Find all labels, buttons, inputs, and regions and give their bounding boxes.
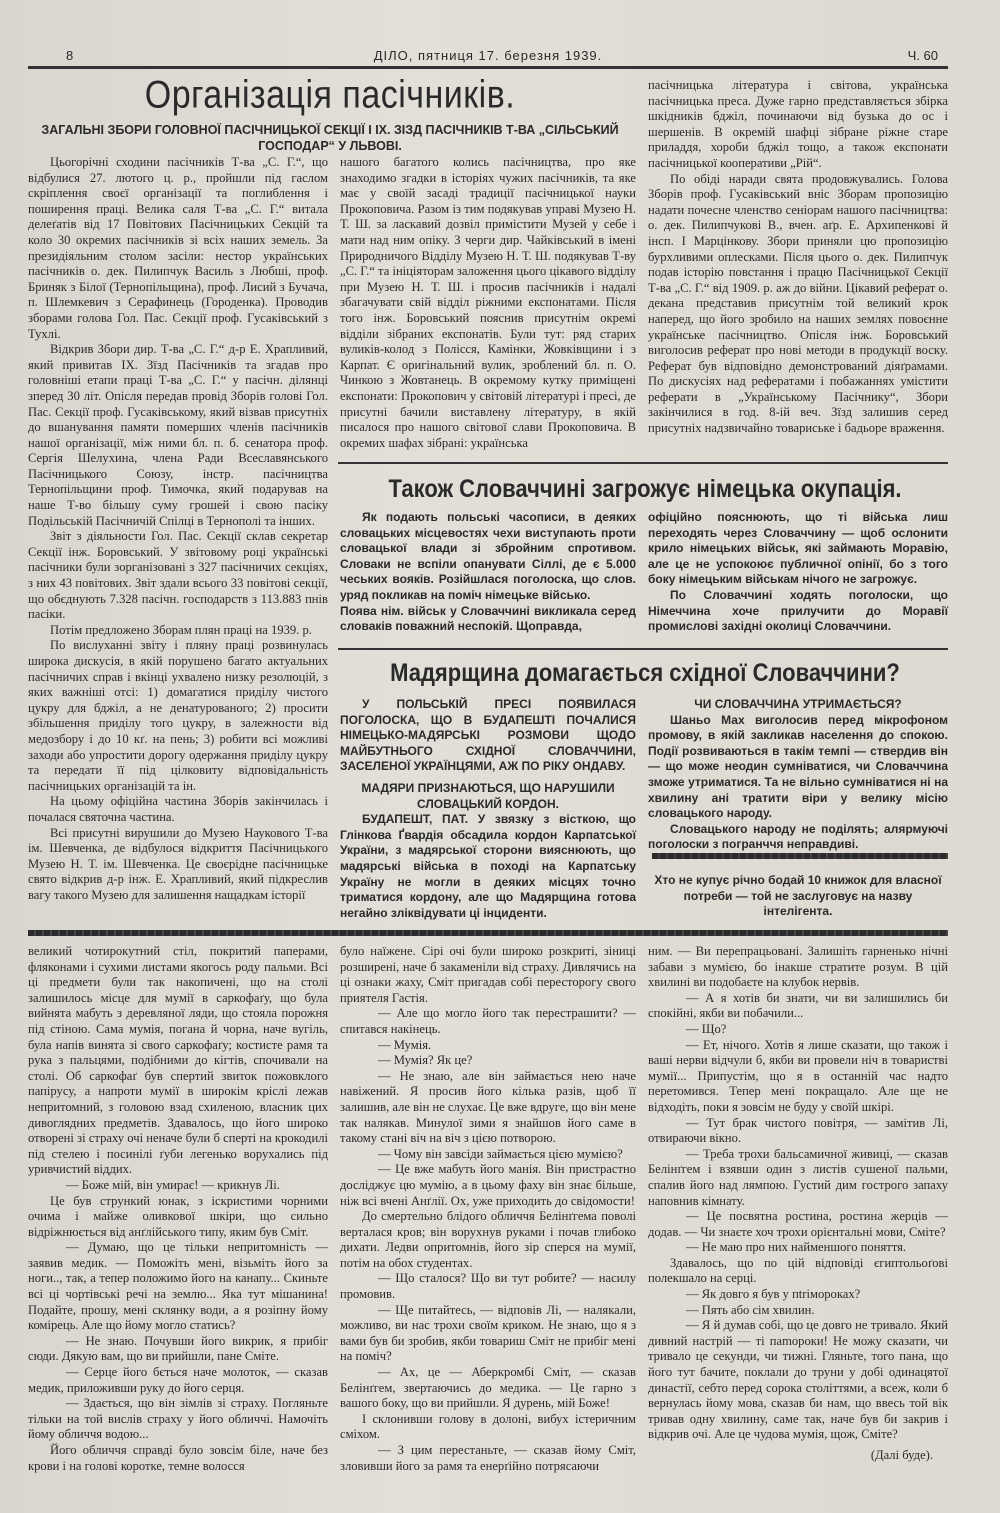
dialogue-line: — Чому він завсіди займається цією мумією?	[378, 1146, 623, 1161]
quote-box	[648, 873, 948, 920]
article3-column-right	[648, 697, 948, 853]
paragraph: Звіт з діяльности Гол. Пас. Секції склав секретар Секції інж. Боровський. У звітовому році українські пасічники були зорганізовані з 327 пасічничих секціях, з них 43 повітових. Звіт здали всього 33 повітові секції, що обєднують 7.328 пасічн. господарств з 113.883 пнів пасіки.	[28, 529, 328, 622]
dialogue-line: — Я й думав собі, що це довго не тривало. Який дивний настрій — ті пamороки! Не можу сказати, чи тривало це секунди, чи тижні. Гляньте, того пана, що його тут бачите, поклали до труни у добі одинацятої династії, себто перед сорока століттями, а всеж, коли б вернулась йому мова, сказав би нам, що ввесь той вік тривав одну хвилину, саме так, наче був би закрив і відкрив очі. Але це чудова мумія, щож, Сміте?	[648, 1318, 948, 1442]
article-subheadline-beekeepers: ЗАГАЛЬНІ ЗБОРИ ГОЛОВНОЇ ПАСІЧНИЦЬКОЇ СЕКЦІЇ І ІХ. ЗІЗД ПАСІЧНИКІВ Т-ВА „СІЛЬСЬКИЙ ГОСПОДАР“ У ЛЬВОВІ.	[41, 123, 619, 153]
dialogue-line: — Що?	[686, 1021, 727, 1036]
paragraph: офіційно пояснюють, що ті війська лиш переходять через Словаччину — щоб ослонити крило німецьких військ, які займають Моравію, але це не успокоює публичної опінії, бо з того боку німецьким військам нічого не загрожує.	[648, 510, 948, 587]
dialogue-line: — Думаю, що це тільки непритомність — заявив медик. — Поможіть мені, візьміть його за ноги.., так, а тепер положимо його на канапу... Скиньте всі ці чортівські речі на землю... Яка тут мішанина! Подайте, прошу, мені склянку води, а я розіпну йому комірець. Але що йому могло статись?	[28, 1240, 328, 1333]
article-headline-slovakia-occupation: Також Словаччині загрожує німецька окупація.	[388, 474, 902, 503]
serial-column-3	[648, 944, 948, 1443]
paragraph: По обіді наради свята продовжувались. Голова Зборів проф. Гусаківський вніс Зборам пропозицію надати почесне членство сеніорам нашого пасічництва: о. дек. Пилипчукові В., вчен. аґр. Е. Архипенкові й інсп. І Марцінкову. Збори приняли цю пропозицію бурхливими оплесками. Після цього о. дек. Пилипчук подав історію повстання і працю Пасічницької Секції Т-ва „С. Г.“ від 1909. р. аж до війни. Цікавий реферат о. декана представив присутнім той великий крок наперед, що його зробило на наших землях повоєнне українське пасічництво. Опісля інж. Боровський виголосив реферат про нові методи в продукції воску. Реферат був відповідно демонстрований діяґрамами. По дискусіях над рефератами і побажаннях умістити реферати в „Українському Пасічнику“, Збори закінчилися в год. 8-ій веч. Зїзд залишив серед присутніх надзвичайно товариське і бадьоре враження.	[648, 171, 948, 436]
dialogue-line: — Як довго я був у пtriмороках?	[686, 1287, 861, 1302]
paragraph: Цьогорічні сходини пасічників Т-ва „С. Г.“, що відбулися 27. лютого ц. р., пройшли під гаслом скріплення своєї організації та поглиблення і поширення праці. Велика саля Т-ва „С. Г.“ витала делеґатів від 17 Повітових Пасічницьких Секцій та коло 30 окремих пасічників зі всіх наших земель. За президіяльним столом засіли: нестор українських пасічників о. дек. Пилипчук Василь з Любші, проф. Бриняк з Білої (Тернопільщина), проф. Лисий з Бучача, п. Шлемкевич з Серафинець (Городенка). Проводив зборами голова Гол. Пас. Секції проф. Гусаківський з Тухлі.	[28, 155, 328, 341]
dialogue-line: — Пять або сім хвилин.	[686, 1302, 815, 1317]
page-number: 8	[66, 48, 74, 63]
section-divider	[338, 648, 948, 650]
dialogue-line: — Це посвятна ростина, ростина жерців — додав. — Чи знаєте хоч трохи орієнтальні мови, Сміте?	[648, 1209, 948, 1239]
paragraph: На цьому офіційна частина Зборів закінчилась і почалася святочна частина.	[28, 794, 328, 824]
paragraph: пасічницька література і світова, українська пасічницька преса. Дуже гарно представляється збірка шкідників бджіл, починаючи від бузька до ос і шершенів. В окремій шафці зібране ріжне старе приладдя, хороби бджіл тощо, а також експонати пасічницької кооперативи „Рій“.	[648, 78, 948, 170]
paragraph: ним. — Ви перепрацьовані. Залишіть гарненько нічні забави з мумією, бо інакше стратите розум. В цій хвилині ви подобаєте на клубок нервів.	[648, 944, 948, 990]
article1-column-3	[648, 78, 948, 437]
masthead	[28, 48, 948, 64]
paragraph: Як подають польські часописи, в деяких словацьких місцевостях чехи виступають проти словацької влади зі збройним спротивом. Словаки не вспіли опанувати Сіллі, де є 5.000 чеських вояків. Розійшлася поголоска, що слов. уряд покликав на поміч німецьке військо.	[340, 510, 636, 602]
paragraph: Здавалось, що по цій відповіді єгиптольоґові полекшало на серці.	[648, 1255, 948, 1286]
dialogue-line: — Не маю про них найменшого поняття.	[686, 1240, 907, 1255]
serial-column-2	[340, 944, 636, 1474]
continued-label: (Далі буде).	[870, 1448, 933, 1462]
dialogue-line: — З цим перестаньте, — сказав йому Сміт, зловивши його за рамя та енерґійно потрясаючи	[340, 1443, 636, 1473]
dialogue-line: — Мумія.	[378, 1037, 432, 1052]
dialogue-line: — Не знаю. Почувши його викрик, я прибіг сюди. Дякую вам, що ви прийшли, пане Сміте.	[28, 1333, 328, 1364]
article1-column-2	[340, 155, 636, 451]
dialogue-line: — Боже мій, він умирає! — крикнув Лі.	[66, 1177, 280, 1192]
dialogue-line: — Ще питайтесь, — відповів Лі, — налякали, можливо, ви нас трохи своїм криком. Не знаю, що я з вами був би зробив, якби товариш Сміт не прибіг мені на поміч?	[340, 1302, 636, 1364]
dialogue-line: — Треба трохи бальсамичної живиці, — сказав Белінґгем і взявши один з листів сушеної пальми, спалив його над лямпою. Густий дим гострого запаху наповнив кімнату.	[648, 1146, 948, 1208]
subheading: ЧИ СЛОВАЧЧИНА УТРИМАЄТЬСЯ?	[694, 697, 902, 711]
dialogue-line: — Це вже мабуть його манія. Він пристрастно досліджує цю мумію, а в цьому фаху він знає більше, ніж всі вчені Анґлії. Ох, уже приходить до свідомости!	[340, 1162, 636, 1208]
dialogue-line: — Ет, нічого. Хотів я лише сказати, що також і ваші нерви відчули б, якби ви провели ніч в товаристві мумії... Припустім, що я в останній час надто перетомився. Тепер мені покращало. Але ще не відходіть, поки я зовсім не буду у своїй шкірі.	[648, 1037, 948, 1114]
serial-divider	[28, 930, 948, 936]
paragraph: Поява нім. військ у Словаччині викликала серед словаків поважний неспокій. Щоправда,	[340, 603, 636, 634]
dialogue-line: — Що сталося? Що ви тут робите? — насилу промовив.	[340, 1271, 636, 1302]
masthead-title-date: ДІЛО, пятниця 17. березня 1939.	[373, 48, 603, 63]
paragraph: великий чотирокутний стіл, покритий паперами, фляконами і сухими листами якогось роду пальми. Всі ці предмети були так накопичені, що на столі залишилось місце для мумії в саркофаґу, що була вийнята мабуть з деревляної ляди, що стояла порожня під стіною. Сама мумія, погана й чорна, наче вугіль, була напів винята зі свого саркофаґу; костисте рамя та рука з пальцями, подібними до кігтів, спочивали на столі. Об саркофаґ був спертий звиток пожовклого папірусу, а напроти мумії в широкім кріслі лежав непритомний, з головою взад схиленою, власник цих дивоглядних предметів. Здавалось, що його широко отворені зі страху очі неначе були б сперті на крокодилі під стелею і посинілі ґуби легенько ворухались під уривчистий віддих.	[28, 944, 328, 1177]
paragraph: Відкрив Збори дир. Т-ва „С. Г.“ д-р Е. Храпливий, який привитав ІХ. Зїзд Пасічників та згадав про головніші етапи праці Т-ва „С. Г.“ у пасічн. ділянці зперед 30 літ. Опісля передав провід Зборів голові Гол. Пас. Секції проф. Гусаківському, який візвав присутніх до вшанування памяти померших членів пасічників нашої організації, між ними бл. п. б. сенатора проф. Сергія Шелухина, члена Ради Вceславянського Пасічницького Союзу, інстр. пасічництва Тернопільщини проф. Тимочка, який подарував на наше Т-во більшу суму грошей і свою пасіку Подільській Пасічничій Спілці в Тернополі та інших.	[28, 342, 328, 528]
quote-divider	[652, 853, 948, 859]
dialogue-line: — Але що могло його так перестрашити? — спитався накінець.	[340, 1006, 636, 1036]
paragraph: І склонивши голову в долоні, вибух істеричним сміхом.	[340, 1411, 636, 1442]
article-headline-hungary-slovakia: Мадярщина домагається східної Словаччини?	[390, 658, 900, 687]
paragraph: нашого багатого колись пасічництва, про яке знаходимо згадки в історіях чужих пасічників, та яке має у своїй засаді традиції пасічницької науки Прокоповича. Разом із тим подякував управі Музею Н. Т. Ш. за ласкавий дозвіл примістити Музей у себе і мати над ним опіку. З черги дир. Чайківський в імені Природничого Відділу Музею Н. Т. Ш. подякував Т-ву „С. Г.“ та ініціяторам заложення цього цікавого відділу при Музею Н. Т. Ш. і просив пасічників і надалі збагачувати свій відділ ріжними експонатами. Після того інж. Боровський пояснив присутнім окремі відділи зібраних експонатів. Були тут: ряд старих вуликів-колод з Полісся, Камінки, Жовківщини і з Карпат. Є оригінальний вулик, зроблений бл. п. О. Чинкою з Жовтанець. В окремому кутку приміщені експонати: Прокопович у світовій літературі і пресі, де присутні бачили виставлену літературу, в якій писалося про нашого світової слави Прокоповича. В окремих шафах зібрані: українська	[340, 155, 636, 450]
dialogue-line: — Серце його бється наче молоток, — сказав медик, приложивши руку до його серця.	[28, 1365, 328, 1395]
masthead-rule	[28, 66, 948, 69]
lead-paragraph: У ПОЛЬСЬКІЙ ПРЕСІ ПОЯВИЛАСЯ ПОГОЛОСКА, ЩО В БУДАПЕШТІ ПОЧАЛИСЯ НІМЕЦЬКО-МАДЯРСЬКІ РОЗМОВИ ЩОДО МАЙБУТНЬОГО СХІДНОЇ СЛОВАЧЧИНИ, ЗАСЕЛЕНОЇ УКРАЇНЦЯМИ, АЖ ПО РІКУ ОНДАВУ.	[340, 697, 636, 774]
dialogue-line: — Мумія? Як це?	[378, 1053, 473, 1068]
dialogue-line: — Не знаю, але він займається нею наче навіжений. Я просив його кілька разів, щоб її залишив, але він не слухає. Це вже вдруге, що він мене так налякав. Минулої зими я знайшов його саме в такому стані віч на віч з цією потворою.	[340, 1068, 636, 1146]
dialogue-line: — Здається, що він зімлів зі страху. Погляньте тільки на той вислів страху у його обличчі. Намочіть йому обличчя водою...	[28, 1396, 328, 1442]
article2-column-left	[340, 510, 636, 635]
paragraph: Потім предложено Зборам плян праці на 1939. р.	[50, 622, 312, 637]
paragraph: БУДАПЕШТ, ПАТ. У звязку з вісткою, що Глінкова Ґвардія обсадила кордон Карпатської України, з мадярської сторони вияснюють, що мадярські війська в поході на Карпатську Україну не могли в деяких місцях точно триматися кордону, але що Мадярщина готова негайно зліквідувати ці інциденти.	[340, 812, 636, 920]
paragraph: По Словаччині ходять поголоски, що Німеччина хоче прилучити до Моравії промислові західні околиці Словаччини.	[648, 587, 948, 634]
article1-column-1	[28, 155, 328, 904]
paragraph: Шаньо Мах виголосив перед мікрофоном промову, в якій закликав населення до спокою. Події розвиваються в такім темпі — ствердив він — що може неодин сумніватися, чи Словаччина зможе утриматися. Та не вільно сумніватися ні на хвилину ані тратити віри у велику місію словацького народу.	[648, 712, 948, 821]
paragraph: Це був стрункий юнак, з іскристими чорними очима і майже оливкової шкіри, що сильно відріжнюється від анґлійського типу, яким був Сміт.	[28, 1193, 328, 1239]
paragraph: Словацького народу не поділять; алярмуючі поголоски з погранччя неправдиві.	[648, 821, 948, 852]
article-headline-beekeepers: Органiзацiя пасiчникiв.	[144, 73, 516, 117]
paragraph: До смертельно блідого обличчя Белінґгема поволі верталася кров; він ворухнув руками і почав глибоко дихати. Ледви опритомнів, його зір сперся на мумії, потім на обох студентах.	[340, 1209, 636, 1270]
serial-column-1	[28, 944, 328, 1474]
paragraph: було наїжене. Сірі очі були широко розкриті, зіниці розширені, наче б закаменіли від страху. Дивлячись на ці ознаки жаху, Сміт пригадав собі пересторогу свого приятеля Гастія.	[340, 944, 636, 1005]
paragraph: Всі присутні вирушили до Музею Наукового Т-ва ім. Шевченка, де відбулося відкриття Пасічницького Музею Н. Т. ім. Шевченка. Це своєрідне пасічницьке свято відкрив д-р інж. Е. Храпливий, який підкреслив вагу такого Музею для залишення нащадкам історії	[28, 825, 328, 902]
dialogue-line: — Тут брак чистого повітря, — замітив Лі, отвираючи вікно.	[648, 1115, 948, 1146]
paragraph: Його обличчя справді було зовсім біле, наче без крови і на голові коротке, темне волосся	[28, 1443, 328, 1473]
quote-text: Хто не купує річно бодай 10 книжок для власної потреби — той не заслуговує на назву інтелігента.	[654, 873, 942, 919]
subheading: МАДЯРИ ПРИЗНАЮТЬСЯ, ЩО НАРУШИЛИ СЛОВАЦЬКИЙ КОРДОН.	[361, 780, 615, 811]
dialogue-line: — А я хотів би знати, чи ви залишились би спокійні, якби ви побачили...	[648, 990, 948, 1021]
paragraph: По вислуханні звіту і пляну праці розвинулась широка дискусія, в якій порушено багато актуальних пасічничих справ і вкінці ухвалено низку резолюцій, з яких важніші отсі: 1) домагатися приділу чистого цукру для бджіл, а не денатурованого; 2) просити збільшення приділу того цукру, в залежности від медозбору і до 10 кґ. на пень; 3) робити всі можливі заходи або упростити дорогу одержання приділу цукру та передати її під цілковиту відповідальність пасічницьких організацій та ін.	[28, 638, 328, 793]
issue-number: Ч. 60	[907, 48, 938, 63]
section-divider	[338, 462, 948, 464]
continued-note	[648, 1448, 933, 1464]
dialogue-line: — Ах, це — Аберкромбі Сміт, — сказав Белінґгем, звертаючись до медика. — Це гарно з вашого боку, що ви прийшли. Я дурень, мій Боже!	[340, 1365, 636, 1411]
article2-column-right	[648, 510, 948, 635]
article3-column-left	[340, 697, 636, 921]
